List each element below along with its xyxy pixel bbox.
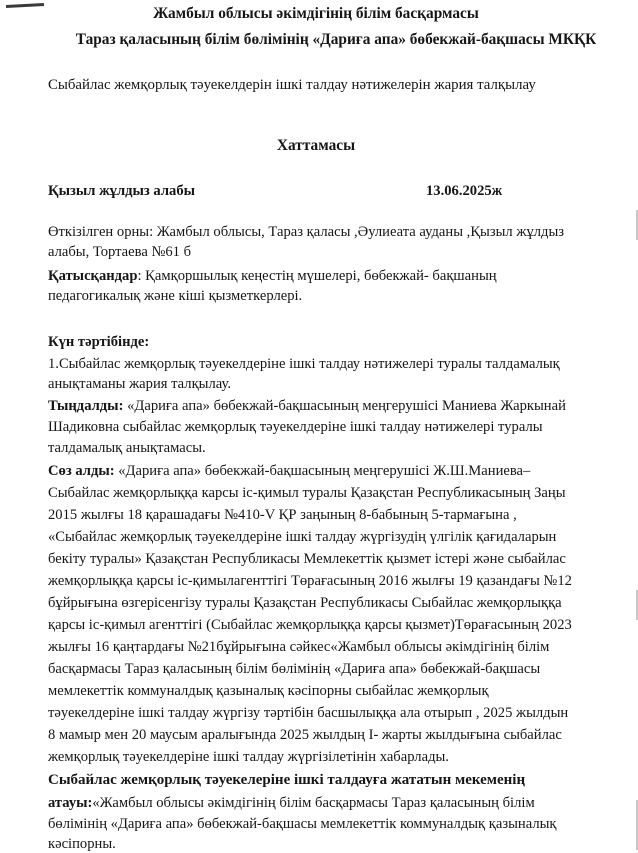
speech-line: бекіту туралы» Қазақстан Республикасы Мемлекеттік қызмет істері және сыбайлас <box>48 551 566 567</box>
heard-label: Тыңдалды: <box>48 398 124 414</box>
speech-text: «Дариға апа» бөбекжай-бақшасының меңгерушісі Ж.Ш.Маниева– <box>114 463 531 479</box>
heard-line-2: Шадиковна сыбайлас жемқорлық тәуекелдеріне ішкі талдау нәтижелері туралы <box>48 419 543 435</box>
venue-line-2: алабы, Тортаева №61 б <box>48 244 192 260</box>
document-subtitle: Сыбайлас жемқорлық тәуекелдерін ішкі талдау нәтижелерін жария талқылау <box>48 77 536 93</box>
speech-line: қарсы іс-қимыл агенттігі (Сыбайлас жемқорлыққа қарсы қызмет)Төрағасының 2023 <box>48 617 572 633</box>
institution-label-line-2: атауы: <box>48 795 93 811</box>
heard-text: «Дариға апа» бөбекжай-бақшасының меңгерушісі Маниева Жаркынай <box>123 398 566 414</box>
speech-line: 2015 жылғы 18 қарашадағы №410-V ҚР заңының 8-бабының 5-тармағына , <box>48 507 517 523</box>
speech-line: жемқорлыққа қарсы іс-қимылагенттігі Төрағасының 2016 жылғы 19 қазандағы №12 <box>48 573 572 589</box>
institution-line-3: кәсіпорны. <box>48 836 116 852</box>
speech-line: жемқорлық тәуекелдеріне ішкі талдау жүргізілетінін хабарлады. <box>48 749 449 765</box>
institution-line-1 <box>48 795 535 812</box>
speech-label: Сөз алды: <box>48 463 115 479</box>
heard-line-1 <box>48 398 566 415</box>
document-title: Хаттамасы <box>276 137 356 154</box>
agenda-line-2: анықтаманы жария талқылау. <box>48 376 231 392</box>
institution-line-2: бөлімінің «Дариға апа» бөбекжай-бақшасы мемлекеттік коммуналдық қазыналық <box>48 816 557 832</box>
participants-line-2: педагогикалық және кіші қызметкерлері. <box>48 288 303 304</box>
header-line-2: Тараз қаласының білім бөлімінің «Дариға апа» бөбекжай-бақшасы МКҚК <box>75 31 597 48</box>
speech-line: Сыбайлас жемқорлыққа карсы іс-қимыл туралы Қазақстан Республикасының Заңы <box>48 485 566 501</box>
speech-line: «Сыбайлас жемқорлық тәуекелдеріне ішкі талдау жүргізудің үлгілік қағидаларын <box>48 529 557 545</box>
speech-line: басқармасы Тараз қаласының білім бөлімінің «Дариға апа» бөбекжай-бақшасы <box>48 661 541 677</box>
participants-label: Қатысқандар <box>48 268 138 284</box>
speech-line: тәуекелдеріне ішкі талдау жүргізу тәртібін басшылыққа ала отырып , 2025 жылдын <box>48 705 569 721</box>
document-date: 13.06.2025ж <box>426 183 503 199</box>
place-name: Қызыл жұлдыз алабы <box>48 183 196 199</box>
speech-line: бұйрығына өзгерісенгізу туралы Қазақстан Республикасы Сыбайлас жемқорлыққа <box>48 595 562 611</box>
venue-line-1: Өткізілген орны: Жамбыл облысы, Тараз қаласы ,Әулиеата ауданы ,Қызыл жұлдыз <box>48 224 565 240</box>
institution-label-line-1: Сыбайлас жемқорлық тәуекелеріне ішкі талдауға жататын мекеменің <box>48 772 526 788</box>
header-line-1: Жамбыл облысы әкімдігінің білім басқармасы <box>153 5 479 22</box>
heard-line-3: талдамалық анықтамасы. <box>48 440 206 456</box>
institution-name-start: «Жамбыл облысы әкімдігінің білім басқармасы Тараз қаласының білім <box>92 795 535 811</box>
participants-line-1 <box>48 268 497 285</box>
agenda-line-1: 1.Сыбайлас жемқорлық тәуекелдеріне ішкі талдау нәтижелері туралы талдамалық <box>48 356 560 372</box>
speech-line: мемлекеттік коммуналдық қазыналық кәсіпорны сыбайлас жемқорлық <box>48 683 489 699</box>
agenda-heading: Күн тәртібінде: <box>48 334 150 350</box>
speech-line: 8 мамыр мен 20 маусым аралығында 2025 жылдың І- жарты жылдығына сыбайлас <box>48 727 562 743</box>
participants-text: : Қамқоршылық кеңестің мүшелері, бөбекжай- бақшаның <box>137 268 497 284</box>
speech-line <box>48 463 530 480</box>
speech-line: жылғы 16 қаңтардағы №21бұйрығына сәйкес«Жамбыл облысы әкімдігінің білім <box>48 639 550 655</box>
